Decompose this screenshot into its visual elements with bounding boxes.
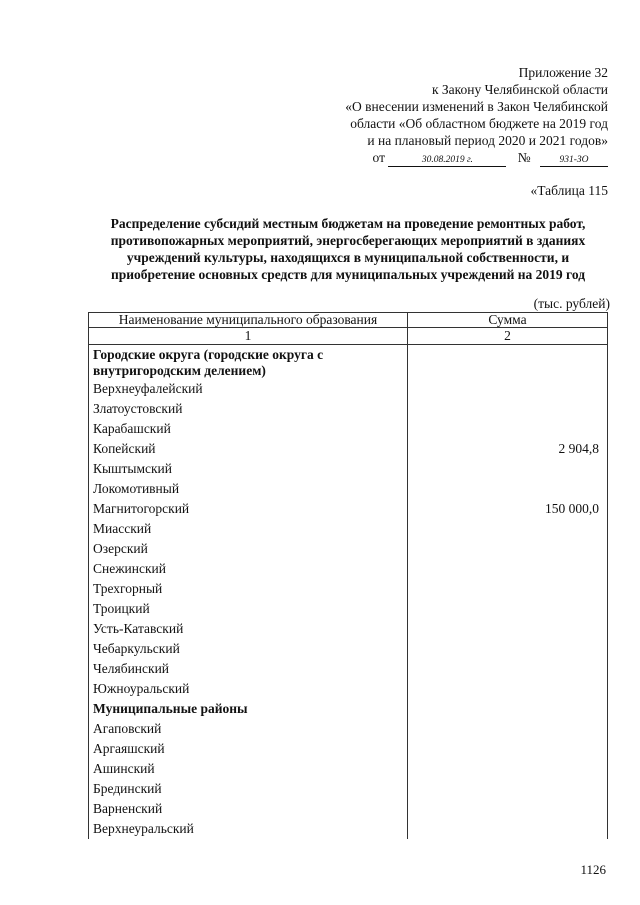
table-row: [89, 659, 608, 679]
table-row: [89, 399, 608, 419]
table-row: [89, 779, 608, 799]
row-value: [408, 599, 608, 619]
appendix-line-3: «О внесении изменений в Закон Челябинской: [345, 99, 608, 114]
row-name: Южноуральский: [89, 679, 408, 699]
row-value: [408, 779, 608, 799]
row-value: [408, 679, 608, 699]
row-name: Локомотивный: [89, 479, 408, 499]
row-value: [408, 519, 608, 539]
column-number-row: [89, 328, 608, 345]
row-value: [408, 479, 608, 499]
row-value: [408, 719, 608, 739]
table-body: [89, 345, 608, 840]
row-name: Кыштымский: [89, 459, 408, 479]
row-value: [408, 539, 608, 559]
group-label: Городские округа (городские округа с внутригородским делением): [89, 345, 408, 380]
page-number: 1126: [580, 862, 606, 877]
row-name: Миасский: [89, 519, 408, 539]
row-name: Усть-Катавский: [89, 619, 408, 639]
table-row: [89, 599, 608, 619]
document-title: Распределение субсидий местным бюджетам на проведение ремонтных работ, противопожарных мероприятий, энергосберегающих мероприятий в зданиях учреждений культуры, находящихся в муниципальной собственности, и приобретение основных средств для муниципальных учреждений на 2019 год: [110, 216, 586, 282]
number-label: №: [517, 150, 531, 165]
table-row: [89, 459, 608, 479]
row-name: Озерский: [89, 539, 408, 559]
group-value: [408, 345, 608, 380]
row-name: Брединский: [89, 779, 408, 799]
row-name: Верхнеуральский: [89, 819, 408, 839]
table-row: [89, 719, 608, 739]
column-number-1: 1: [89, 328, 408, 345]
table-row: [89, 679, 608, 699]
row-value: 2 904,8: [408, 439, 608, 459]
table-label: «Таблица 115: [530, 183, 608, 198]
table-row: [89, 479, 608, 499]
table-row: [89, 539, 608, 559]
row-value: [408, 799, 608, 819]
from-label: от: [372, 150, 385, 165]
row-value: [408, 759, 608, 779]
row-value: [408, 399, 608, 419]
table-row: [89, 619, 608, 639]
row-value: [408, 559, 608, 579]
row-name: Чебаркульский: [89, 639, 408, 659]
row-value: 150 000,0: [408, 499, 608, 519]
row-value: [408, 619, 608, 639]
table-row: [89, 639, 608, 659]
table-row: [89, 379, 608, 399]
group-label: Муниципальные районы: [89, 699, 408, 719]
header-municipality: Наименование муниципального образования: [89, 313, 408, 328]
row-name: Ашинский: [89, 759, 408, 779]
table-row: [89, 439, 608, 459]
row-value: [408, 459, 608, 479]
group-row-municipal-districts: [89, 699, 608, 719]
row-name: Варненский: [89, 799, 408, 819]
table-header-row: [89, 313, 608, 328]
table-row: [89, 759, 608, 779]
units-label: (тыс. рублей): [533, 296, 610, 311]
appendix-date-line: [288, 149, 608, 167]
row-name: Аргаяшский: [89, 739, 408, 759]
table-row: [89, 419, 608, 439]
law-date: 30.08.2019 г.: [388, 155, 506, 167]
row-name: Копейский: [89, 439, 408, 459]
appendix-line-4: области «Об областном бюджете на 2019 год: [350, 116, 608, 131]
row-name: Златоустовский: [89, 399, 408, 419]
table-row: [89, 559, 608, 579]
group-row-city-districts: [89, 345, 608, 380]
appendix-line-2: к Закону Челябинской области: [431, 82, 608, 97]
row-value: [408, 639, 608, 659]
column-number-2: 2: [408, 328, 608, 345]
appendix-line-1: Приложение 32: [518, 65, 608, 80]
row-value: [408, 379, 608, 399]
row-name: Агаповский: [89, 719, 408, 739]
row-value: [408, 659, 608, 679]
law-number: 931-ЗО: [540, 155, 608, 167]
row-name: Снежинский: [89, 559, 408, 579]
table-row: [89, 739, 608, 759]
table-row: [89, 519, 608, 539]
table-row: [89, 499, 608, 519]
table-row: [89, 819, 608, 839]
table-row: [89, 799, 608, 819]
row-value: [408, 579, 608, 599]
row-value: [408, 819, 608, 839]
row-name: Троицкий: [89, 599, 408, 619]
row-name: Трехгорный: [89, 579, 408, 599]
row-value: [408, 739, 608, 759]
row-name: Челябинский: [89, 659, 408, 679]
appendix-line-5: и на плановый период 2020 и 2021 годов»: [367, 133, 608, 148]
table-row: [89, 579, 608, 599]
subsidy-table: [88, 312, 608, 839]
header-sum: Сумма: [408, 313, 608, 328]
row-name: Магнитогорский: [89, 499, 408, 519]
appendix-block: [288, 64, 608, 167]
row-name: Карабашский: [89, 419, 408, 439]
row-value: [408, 419, 608, 439]
row-name: Верхнеуфалейский: [89, 379, 408, 399]
group-value: [408, 699, 608, 719]
